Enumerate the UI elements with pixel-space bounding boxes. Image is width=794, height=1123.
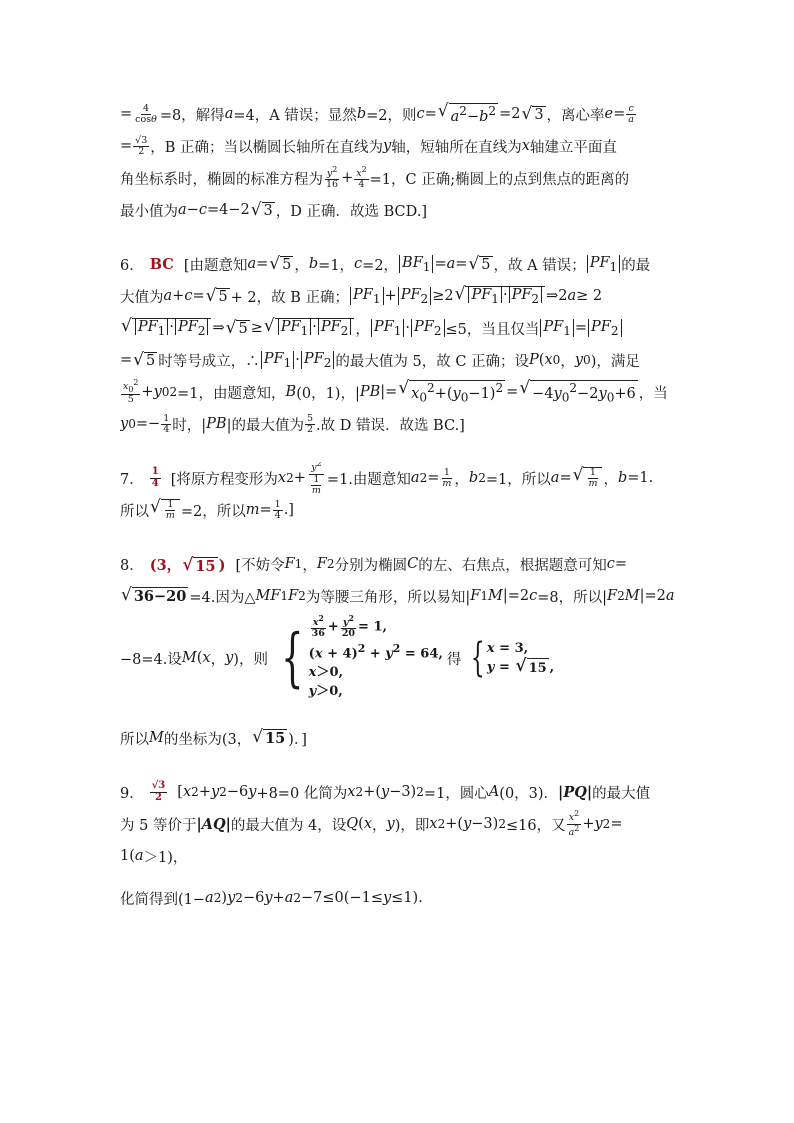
text-line: $\frac{x_0^2}{5}$ + y 0 2 =1，由题意知， B (0，1)，| PB |= √ $x_0^2+(y_0-1)^2$ = √ $-4y_0^2-2y_0+6$ ，当 (123, 377, 668, 406)
text-line: 最小值为 a − c =4−2 √ 3 ，D 正确．故选 BCD.] (120, 199, 428, 220)
solution-system: { x = 3, y = √ 15 , (471, 635, 555, 681)
answer-9-line: 9． $\frac{√3}{2}$ [ x 2 + y 2 −6 y +8=0 化简为 x 2 +( y −3) 2 =1，圆心 A (0，3)． |PQ| 的最大值 (120, 780, 651, 803)
answer-7-line: 7． $\frac{1}{4}$ [将原方程变形为 x 2 + $\frac{y^2}{\frac{1}{m}}$ =1.由题意知 a 2 = $\frac{1}{m}$ ， b 2 =1，所以 a = √ $\frac{1}{m}$ ， b =1. (120, 462, 654, 494)
text-line: 所以 √ $\frac{1}{m}$ =2，所以 m = $\frac{1}{4}$ .] (120, 497, 294, 521)
text-line: √ $PF_1 \cdot PF_2$ ⇒ √ 5 ≥ √ $PF_1 \cdot PF_2$ ， $PF_1$ · $PF_2$ ≤5，当且仅当 $PF_1$ = $PF_2$ (120, 312, 680, 344)
equation-system: { $\frac{x^2}{36}$ + $\frac{y^2}{20}$ = 1, $(x + 4)^2 + y^2 = 64$, x＞0, y＞0, (281, 613, 443, 700)
text-line: 为 5 等价于 |AQ| 的最大值为 4，设 Q ( x ， y )，即 x 2 +( y −3) 2 ≤16，又 $\frac{x^2}{a^2}$ + y 2 = (120, 809, 623, 838)
text-line: 大值为 a + c = √ 5 + 2，故 B 正确； $PF_1$ + $PF_2$ ≥2 √ $PF_1 \cdot PF_2$ ⇒2 a ≥ 2 (120, 284, 603, 306)
text-line: 角坐标系时，椭圆的标准方程为 $\frac{y^2}{16}$ + $\frac{x^2}{4}$ =1，C 正确;椭圆上的点到焦点的距离的 (120, 164, 630, 191)
solution-page (120, 98, 680, 914)
answer-6-line: 6． BC [由题意知 a = √ 5 ， b =1， c =2， $BF_1$ = a = √ 5 ，故 A 错误； $PF_1$ 的最 (120, 253, 651, 274)
text-line: = $\frac{√3}{2}$ ，B 正确；当以椭圆长轴所在直线为 y 轴，短轴所在直线为 x 轴建立平面直 (120, 134, 617, 157)
text-line: = √ 5 时等号成立，∴ $PF_1$ · $PF_2$ 的最大值为 5，故 C 正确；设 P ( x 0 ， y 0 )，满足 (120, 349, 640, 370)
text-line: 化简得到(1− a 2 ) y 2 −6 y + a 2 −7≤0(−1≤ y ≤1). (120, 890, 423, 908)
text-line: √ 36−20 =4.因为△ MF 1 F 2 为等腰三角形，所以易知| F 1 M |=2 c =8，所以| F 2 M |=2 a (121, 585, 675, 606)
text-line: 1( a ＞1)， (120, 848, 188, 866)
text-line: = $\frac{4}{\cos\theta}$ =8，解得 a =4，A 错误；显然 b =2，则 c = √ $a^2-b^2$ =2 √ 3 ，离心率 e = $\frac{c}{a}$ (120, 101, 634, 125)
text-line: y 0 =− $\frac{1}{4}$ 时，| PB |的最大值为 $\frac{5}{2}$ .故 D 错误．故选 BC.] (120, 412, 465, 435)
answer-8-line: 8． (3， √ 15 ) [不妨令 F 1 ， F 2 分别为椭圆 C 的左、右焦点，根据题意可知 c = (120, 554, 627, 575)
equation-system-line: −8=4.设 M ( x ， y )，则 { $\frac{x^2}{36}$ + $\frac{y^2}{20}$ = 1, $(x + 4)^2 + y^2 = 64$, x＞0, y＞0, 得 { x = 3, y = √ 15 , (120, 613, 555, 700)
text-line: 所以 M 的坐标为(3， √ 15 )．] (120, 727, 307, 748)
